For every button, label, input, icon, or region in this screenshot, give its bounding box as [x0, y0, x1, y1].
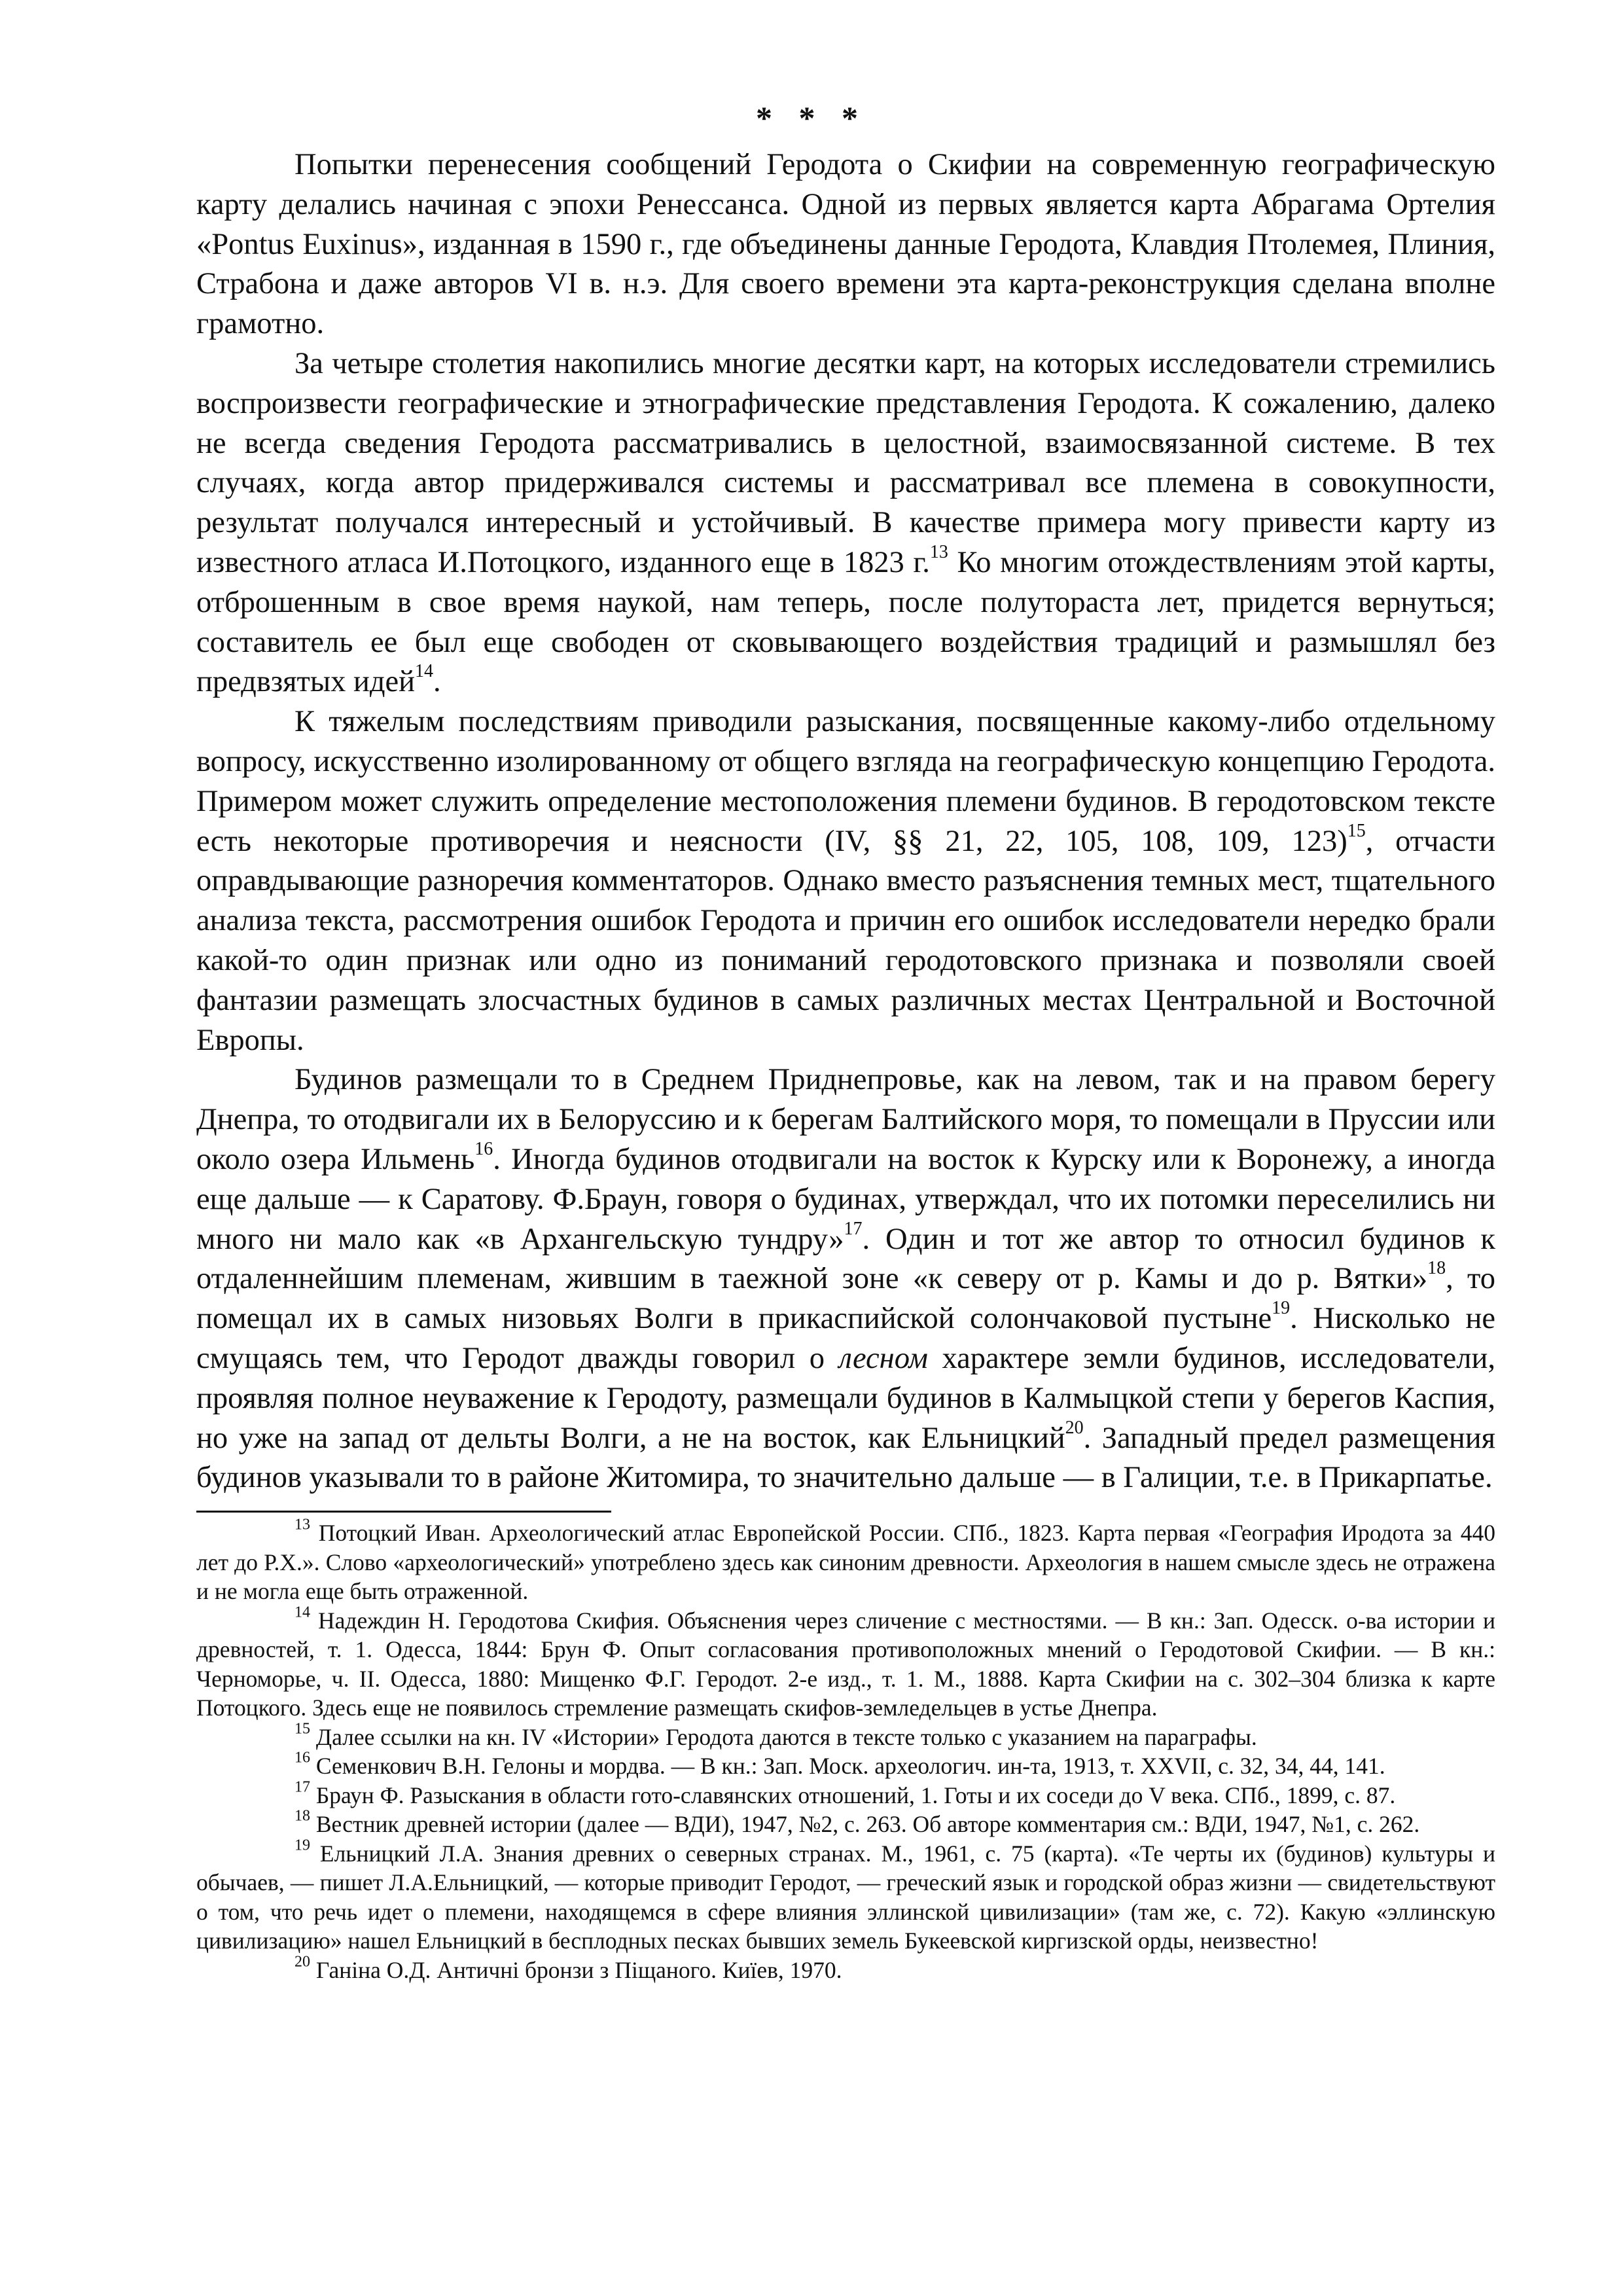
footnote-number: 19: [294, 1837, 310, 1854]
paragraph-2: [196, 344, 1495, 702]
footnote-ref-16[interactable]: 16: [474, 1139, 493, 1160]
paragraph-3-text-a: К тяжелым последствиям приводили разыскания, посвященные какому-либо отдельному вопросу, искусственно изолированному от общего взгляда на географическую концепцию Геродота. Примером может служить определение местоположения племени будинов. В геродотовском тексте есть некоторые противоречия и неясности (IV, §§ 21, 22, 105, 108, 109, 123): [196, 705, 1495, 858]
footnote-20: [196, 1953, 1495, 1985]
footnote-ref-18[interactable]: 18: [1427, 1258, 1446, 1279]
paragraph-4-text-f: характере земли будинов, исследователи, проявляя полное неуважение к Геродоту, размещали будинов в Калмыцкой степи у берегов Каспия, но уже на запад от дельты Волги, а не на восток, как Ельницкий: [196, 1341, 1495, 1455]
paragraph-4-text-c: . Один и тот же автор то относил будинов к отдаленнейшим племенам, жившим в таежной зоне «к северу от р. Камы и до р. Вятки»: [196, 1222, 1495, 1296]
footnote-text: Вестник древней истории (далее — ВДИ), 1947, №2, с. 263. Об авторе комментария см.: ВДИ, 1947, №1, с. 262.: [310, 1811, 1420, 1837]
footnote-text: Потоцкий Иван. Археологический атлас Европейской России. СПб., 1823. Карта первая «География Иродота за 440 лет до Р.Х.». Слово «археологический» употреблено здесь как синоним древности. Археология в нашем смысле здесь не отражена и не могла еще быть отраженной.: [196, 1520, 1495, 1604]
footnote-16: [196, 1751, 1495, 1781]
paragraph-3: [196, 702, 1495, 1060]
footnote-ref-14[interactable]: 14: [415, 661, 434, 682]
footnote-17: [196, 1778, 1495, 1810]
footnote-15: [196, 1720, 1495, 1752]
footnote-ref-19[interactable]: 19: [1272, 1298, 1291, 1319]
footnote-text: Ганіна О.Д. Античні бронзи з Піщаного. Киïев, 1970.: [310, 1956, 842, 1983]
footnote-number: 17: [294, 1778, 310, 1796]
paragraph-4-text-d: , то помещал их в самых низовьях Волги в прикаспийской солончаковой пустыне: [196, 1262, 1495, 1336]
footnote-text: Надеждин Н. Геродотова Скифия. Объяснения через сличение с местностями. — В кн.: Зап. Одесск. о-ва истории и древностей, т. 1. Одесса, 1844: Брун Ф. Опыт согласования противоположных мнений о Геродотовой Скифии. — В кн.: Черноморье, ч. II. Одесса, 1880: Мищенко Ф.Г. Геродот. 2-е изд., т. 1. М., 1888. Карта Скифии на с. 302–304 близка к карте Потоцкого. Здесь еще не появилось стремление размещать скифов-земледельцев в устье Днепра.: [196, 1607, 1495, 1721]
footnote-text: Браун Ф. Разыскания в области гото-славянских отношений, 1. Готы и их соседи до V века. СПб., 1899, с. 87.: [310, 1782, 1396, 1808]
footnote-text: Ельницкий Л.А. Знания древних о северных странах. М., 1961, с. 75 (карта). «Те черты их (будинов) культуры и обычаев, — пишет Л.А.Ельницкий, — которые приводит Геродот, — греческий язык и городской образ жизни — свидетельствуют о том, что речь идет о племени, находящемся в сфере влияния эллинской цивилизации» (там же, с. 72). Какую «эллинскую цивилизацию» нашел Ельницкий в бесплодных песках бывших земель Букеевской киргизской орды, неизвестно!: [196, 1840, 1495, 1954]
body-text: [196, 145, 1495, 1498]
footnote-number: 14: [294, 1604, 310, 1621]
footnote-number: 18: [294, 1807, 310, 1825]
footnote-number: 20: [294, 1953, 310, 1971]
paragraph-4: [196, 1060, 1495, 1498]
footnote-text: Семенкович В.Н. Гелоны и мордва. — В кн.: Зап. Моск. археологич. ин-та, 1913, т. XXVII, с. 32, 34, 44, 141.: [310, 1753, 1385, 1779]
paragraph-4-text-b: . Иногда будинов отодвигали на восток к Курску или к Воронежу, а иногда еще дальше — к Саратову. Ф.Браун, говоря о будинах, утверждал, что их потомки переселились ни много ни мало как «в Архангельскую тундру»: [196, 1142, 1495, 1256]
footnote-ref-17[interactable]: 17: [844, 1218, 863, 1239]
section-separator: * * *: [756, 99, 867, 136]
footnote-14: [196, 1606, 1495, 1723]
footnote-number: 13: [294, 1516, 310, 1534]
footnote-ref-20[interactable]: 20: [1065, 1417, 1084, 1438]
paragraph-1-text: Попытки перенесения сообщений Геродота о Скифии на современную географическую карту делались начиная с эпохи Ренессанса. Одной из первых является карта Абрагама Ортелия «Pontus Euxinus», изданная в 1590 г., где объединены данные Геродота, Клавдия Птолемея, Плиния, Страбона и даже авторов VI в. н.э. Для своего времени эта карта-реконструкция сделана вполне грамотно.: [196, 148, 1495, 341]
paragraph-2-text-b: Ко многим отождествлениям этой карты, отброшенным в свое время наукой, нам теперь, после полутораста лет, придется вернуться; составитель ее был еще свободен от сковывающего воздействия традиций и размышлял без предвзятых идей: [196, 545, 1496, 699]
paragraph-1: [196, 145, 1495, 344]
footnote-number: 16: [294, 1749, 310, 1767]
footnote-number: 15: [294, 1720, 310, 1738]
footnote-18: [196, 1807, 1495, 1839]
footnote-ref-13[interactable]: 13: [929, 542, 948, 563]
paragraph-2-text-a: За четыре столетия накопились многие десятки карт, на которых исследователи стремились воспроизвести географические и этнографические представления Геродота. К сожалению, далеко не всегда сведения Геродота рассматривались в целостной, взаимосвязанной системе. В тех случаях, когда автор придерживался системы и рассматривал все племена в совокупности, результат получался интересный и устойчивый. В качестве примера могу привести карту из известного атласа И.Потоцкого, изданного еще в 1823 г.: [196, 346, 1495, 579]
footnote-19: [196, 1839, 1495, 1956]
emphasis-word: лесном: [838, 1341, 928, 1375]
footnote-divider: [196, 1511, 611, 1513]
footnote-ref-15[interactable]: 15: [1347, 820, 1366, 841]
footnote-text: Далее ссылки на кн. IV «Истории» Геродота даются в тексте только с указанием на параграфы.: [310, 1723, 1257, 1750]
paragraph-4-text-a: Будинов размещали то в Среднем Приднепровье, как на левом, так и на правом берегу Днепра, то отодвигали их в Белоруссию и к берегам Балтийского моря, то помещали в Пруссии или около озера Ильмень: [196, 1063, 1495, 1176]
paragraph-3-text-b: , отчасти оправдывающие разноречия комментаторов. Однако вместо разъяснения темных мест, тщательного анализа текста, рассмотрения ошибок Геродота и причин его ошибок исследователи нередко брали какой-то один признак или одно из пониманий геродотовского признака и позволяли своей фантазии размещать злосчастных будинов в самых различных местах Центральной и Восточной Европы.: [196, 824, 1495, 1057]
footnotes-section: [196, 1518, 1495, 1984]
paragraph-4-text-g: . Западный предел размещения будинов указывали то в районе Житомира, то значительно дальше — в Галиции, т.е. в Прикарпатье.: [196, 1421, 1495, 1495]
paragraph-4-text-e: . Нисколько не смущаясь тем, что Геродот дважды говорил о: [196, 1302, 1495, 1375]
footnote-13: [196, 1518, 1495, 1606]
paragraph-2-text-c: .: [433, 665, 441, 699]
